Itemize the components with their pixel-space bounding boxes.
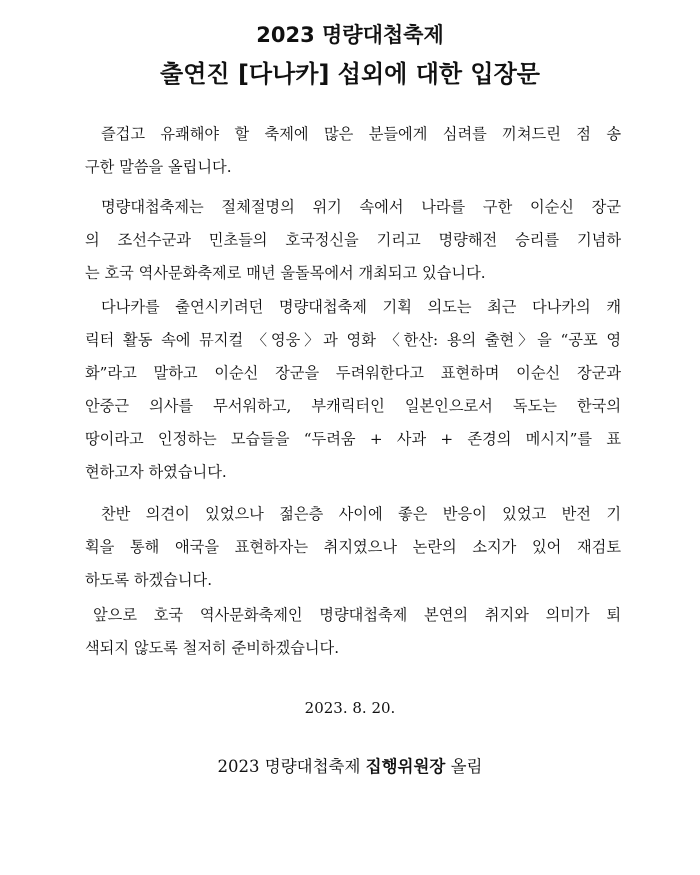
event-title: 2023 명량대첩축제 [256, 23, 444, 47]
signature-organization: 2023 명량대첩축제 [217, 757, 361, 776]
paragraph-line: 하도록 하겠습니다. [85, 571, 213, 589]
signature-role: 집행위원장 [365, 757, 446, 776]
paragraph-line: 구한 말씀을 올립니다. [85, 158, 232, 176]
paragraph-apology [85, 118, 621, 184]
paragraph-line: 즐겁고 유쾌해야 할 축제에 많은 분들에게 심려를 끼쳐드린 점 송 [101, 125, 621, 143]
statement-date: 2023. 8. 20. [304, 699, 396, 717]
paragraph-reconsideration [85, 498, 621, 597]
paragraph-planning-intent [85, 291, 621, 489]
paragraph-line: 색되지 않도록 철저히 준비하겠습니다. [85, 639, 340, 657]
paragraph-line: 땅이라고 인정하는 모습들을 “두려움 + 사과 + 존경의 메시지”를 표 [85, 430, 621, 448]
paragraph-line: 릭터 활동 속에 뮤지컬 〈영웅〉과 영화 〈한산: 용의 출현〉을 “공포 영 [85, 331, 621, 349]
paragraph-line: 는 호국 역사문화축제로 매년 울돌목에서 개최되고 있습니다. [85, 264, 486, 282]
paragraph-line: 찬반 의견이 있었으나 젊은층 사이에 좋은 반응이 있었고 반전 기 [101, 505, 621, 523]
paragraph-line: 앞으로 호국 역사문화축제인 명량대첩축제 본연의 취지와 의미가 퇴 [93, 606, 621, 624]
paragraph-line: 명량대첩축제는 절체절명의 위기 속에서 나라를 구한 이순신 장군 [101, 198, 621, 216]
signature-suffix: 올림 [450, 757, 483, 776]
signature-line [0, 751, 700, 783]
paragraph-line: 화”라고 말하고 이순신 장군을 두려워한다고 표현하며 이순신 장군과 [85, 364, 621, 382]
paragraph-line: 의 조선수군과 민초들의 호국정신을 기리고 명량해전 승리를 기념하 [85, 231, 621, 249]
paragraph-line: 현하고자 하였습니다. [85, 463, 227, 481]
paragraph-line: 안중근 의사를 무서워하고, 부캐릭터인 일본인으로서 독도는 한국의 [85, 397, 621, 415]
paragraph-line: 획을 통해 애국을 표현하자는 취지였으나 논란의 소지가 있어 재검토 [85, 538, 621, 556]
paragraph-line: 다나카를 출연시키려던 명량대첩축제 기획 의도는 최근 다나카의 캐 [101, 298, 621, 316]
statement-title: 출연진 [다나카] 섭외에 대한 입장문 [160, 60, 540, 88]
paragraph-commitment [85, 599, 621, 665]
paragraph-festival-intro [85, 191, 621, 290]
